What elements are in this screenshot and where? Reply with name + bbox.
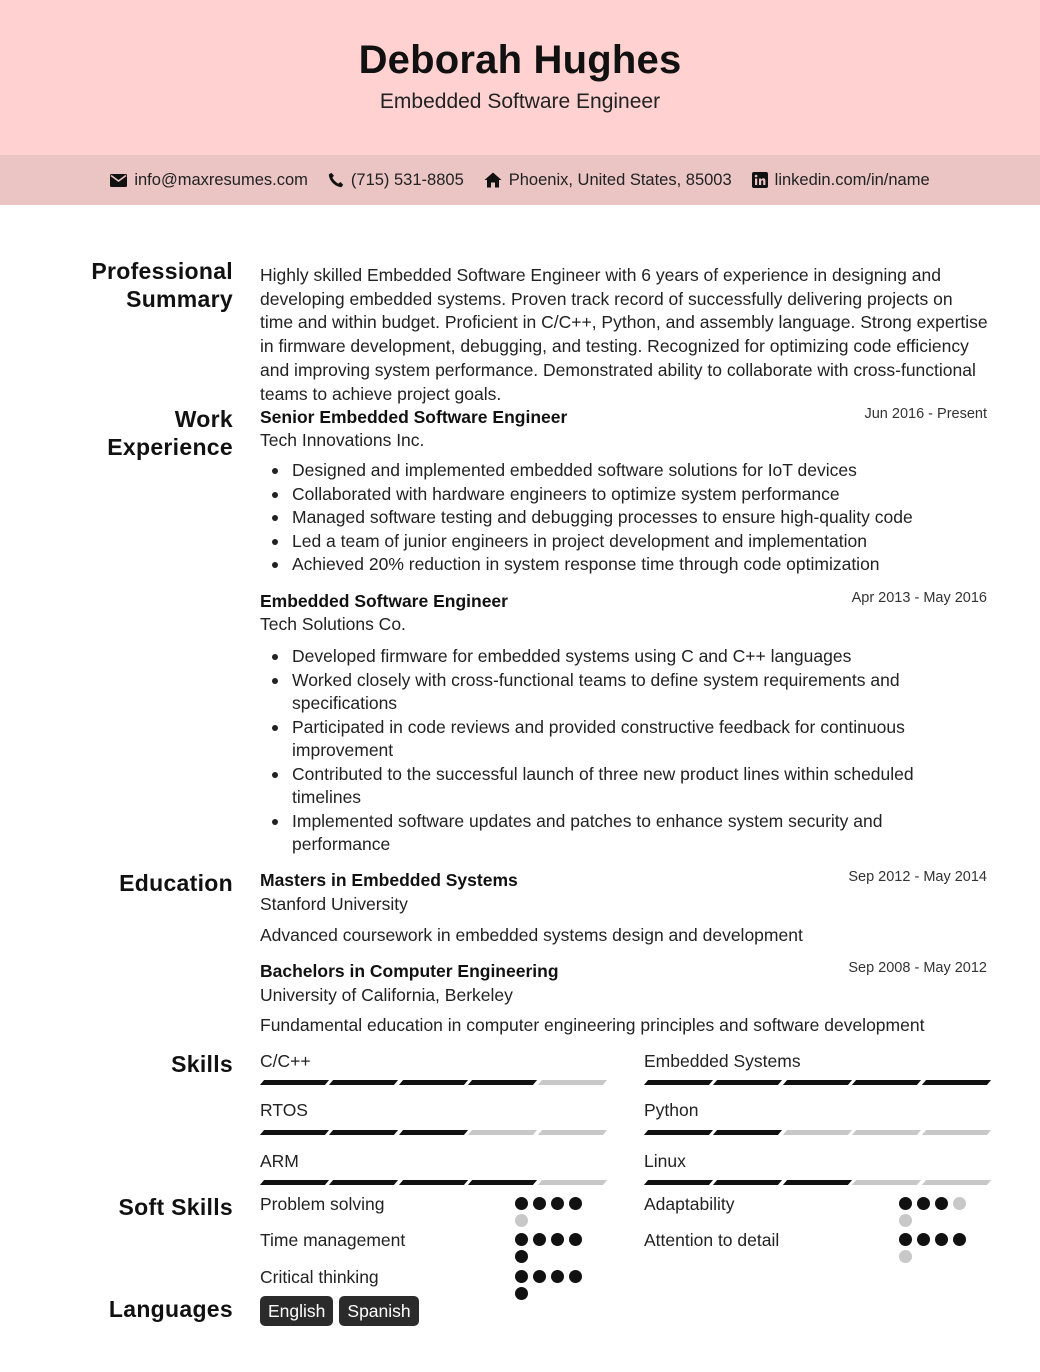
rating-dot: [569, 1270, 582, 1283]
rating-dot: [533, 1270, 546, 1283]
section-label-languages: [109, 1295, 233, 1323]
list-item: Designed and implemented embedded software solutions for IoT devices: [292, 459, 982, 483]
skill-bar-segment: [922, 1180, 992, 1185]
section-label-line: Skills: [171, 1051, 233, 1077]
skill-bar-segment: [713, 1080, 783, 1085]
list-item: Worked closely with cross-functional teams to define system requirements and specifications: [292, 669, 982, 716]
rating-dot: [533, 1197, 546, 1210]
soft-skill-rating: [899, 1233, 971, 1263]
rating-dot: [533, 1233, 546, 1246]
soft-skill-rating: [515, 1233, 587, 1263]
school-name: Stanford University: [260, 894, 408, 914]
language-badge: English: [260, 1296, 333, 1326]
skill-bar-segment: [852, 1180, 922, 1185]
rating-dot: [899, 1214, 912, 1227]
rating-dot: [935, 1233, 948, 1246]
skill-bar-segment: [538, 1080, 608, 1085]
list-item: Implemented software updates and patches to enhance system security and performance: [292, 810, 982, 857]
education-description: Advanced coursework in embedded systems design and development: [260, 925, 803, 945]
linkedin-icon: [752, 172, 768, 188]
list-item: Achieved 20% reduction in system response time through code optimization: [292, 553, 982, 577]
soft-skill-name: Critical thinking: [260, 1267, 379, 1287]
language-badge: Spanish: [339, 1296, 418, 1326]
skill-bar-segment: [260, 1130, 330, 1135]
skill-bar-segment: [852, 1130, 922, 1135]
list-item: Participated in code reviews and provided constructive feedback for continuous improvement: [292, 716, 982, 763]
rating-dot: [515, 1197, 528, 1210]
section-label-line: Education: [119, 870, 233, 896]
rating-dot: [515, 1270, 528, 1283]
list-item: Managed software testing and debugging processes to ensure high-quality code: [292, 506, 982, 530]
linkedin-text: linkedin.com/in/name: [774, 170, 930, 189]
list-item: Led a team of junior engineers in project development and implementation: [292, 530, 982, 554]
skill-bar-segment: [644, 1180, 714, 1185]
contact-phone[interactable]: [328, 171, 464, 190]
rating-dot: [899, 1197, 912, 1210]
skill-bar: [646, 1130, 989, 1135]
soft-skill-name: Adaptability: [644, 1194, 735, 1214]
home-icon: [484, 172, 502, 188]
skill-name: Linux: [644, 1151, 686, 1171]
job-bullets: [292, 459, 982, 577]
skill-bar: [262, 1080, 605, 1085]
soft-skill-name: Attention to detail: [644, 1230, 780, 1250]
skill-name: ARM: [260, 1151, 299, 1171]
rating-dot: [917, 1233, 930, 1246]
envelope-icon: [110, 174, 127, 187]
skill-bar: [646, 1080, 989, 1085]
rating-dot: [569, 1233, 582, 1246]
education-description: Fundamental education in computer engineering principles and software development: [260, 1015, 925, 1035]
education-dates: Sep 2012 - May 2014: [848, 869, 987, 885]
skill-bar-segment: [783, 1130, 853, 1135]
rating-dot: [551, 1233, 564, 1246]
contact-email[interactable]: [110, 171, 308, 190]
rating-dot: [515, 1214, 528, 1227]
candidate-name: Deborah Hughes: [358, 38, 682, 82]
job-title: Embedded Software Engineer: [260, 591, 508, 611]
skill-name: C/C++: [260, 1051, 311, 1071]
rating-dot: [899, 1250, 912, 1263]
skill-bar-segment: [922, 1130, 992, 1135]
section-label-education: [119, 869, 233, 897]
rating-dot: [515, 1250, 528, 1263]
contact-linkedin[interactable]: [752, 171, 930, 190]
skill-bar-segment: [329, 1130, 399, 1135]
summary-text: Highly skilled Embedded Software Engineer with 6 years of experience in designing and developing embedded systems. Proven track record of successfully delivering projects on time and within budget. Proficient in C/C++, Python, and assembly language. Strong expertise in firmware development, debugging, and testing. Recognized for optimizing code efficiency and improving system performance. Demonstrated ability to collaborate with cross-functional teams to achieve project goals.: [260, 265, 988, 404]
phone-text: (715) 531-8805: [350, 170, 464, 189]
section-label-experience: [107, 405, 233, 461]
school-name: University of California, Berkeley: [260, 985, 513, 1005]
contact-bar: [0, 155, 1040, 205]
degree-title: Bachelors in Computer Engineering: [260, 961, 559, 981]
skill-bar-segment: [399, 1180, 469, 1185]
email-text: info@maxresumes.com: [134, 170, 308, 189]
section-label-line: Soft Skills: [118, 1194, 233, 1220]
skill-bar-segment: [783, 1080, 853, 1085]
education-dates: Sep 2008 - May 2012: [848, 960, 987, 976]
rating-dot: [515, 1233, 528, 1246]
skill-bar-segment: [468, 1180, 538, 1185]
section-label-line: Professional: [91, 258, 233, 284]
candidate-title: Embedded Software Engineer: [379, 90, 661, 113]
skill-bar-segment: [399, 1130, 469, 1135]
job-company: Tech Innovations Inc.: [260, 430, 425, 450]
section-label-skills: [171, 1050, 233, 1078]
phone-icon: [328, 172, 344, 188]
soft-skill-rating: [515, 1270, 587, 1300]
rating-dot: [953, 1233, 966, 1246]
skill-bar-segment: [260, 1080, 330, 1085]
rating-dot: [569, 1197, 582, 1210]
rating-dot: [935, 1197, 948, 1210]
section-label-line: Work: [174, 406, 233, 432]
skill-bar-segment: [713, 1130, 783, 1135]
section-label-line: Languages: [108, 1296, 233, 1322]
list-item: Collaborated with hardware engineers to optimize system performance: [292, 483, 982, 507]
job-company: Tech Solutions Co.: [260, 614, 406, 634]
soft-skill-rating: [515, 1197, 587, 1227]
rating-dot: [899, 1233, 912, 1246]
rating-dot: [515, 1287, 528, 1300]
job-bullets: [292, 645, 982, 857]
skill-bar-segment: [852, 1080, 922, 1085]
skill-name: Embedded Systems: [644, 1051, 801, 1071]
rating-dot: [551, 1270, 564, 1283]
soft-skill-rating: [899, 1197, 971, 1227]
skill-bar: [646, 1180, 989, 1185]
skill-bar-segment: [644, 1130, 714, 1135]
degree-title: Masters in Embedded Systems: [260, 870, 518, 890]
contact-location: [484, 171, 732, 190]
section-label-line: Experience: [107, 434, 233, 460]
skill-name: RTOS: [260, 1100, 308, 1120]
skill-bar-segment: [538, 1130, 608, 1135]
language-badges: [260, 1296, 419, 1326]
skill-bar-segment: [922, 1080, 992, 1085]
rating-dot: [917, 1197, 930, 1210]
section-label-line: Summary: [126, 286, 233, 312]
soft-skill-name: Time management: [260, 1230, 406, 1250]
job-dates: Jun 2016 - Present: [864, 406, 987, 422]
skill-bar-segment: [713, 1180, 783, 1185]
skill-bar-segment: [329, 1180, 399, 1185]
skill-bar-segment: [329, 1080, 399, 1085]
list-item: Contributed to the successful launch of three new product lines within scheduled timelines: [292, 763, 982, 810]
skill-bar-segment: [644, 1080, 714, 1085]
skill-bar-segment: [538, 1180, 608, 1185]
skill-bar-segment: [783, 1180, 853, 1185]
list-item: Developed firmware for embedded systems using C and C++ languages: [292, 645, 982, 669]
soft-skill-name: Problem solving: [260, 1194, 385, 1214]
skill-bar-segment: [468, 1080, 538, 1085]
skill-bar: [262, 1130, 605, 1135]
skill-bar-segment: [260, 1180, 330, 1185]
job-dates: Apr 2013 - May 2016: [851, 590, 987, 606]
section-label-summary: [91, 257, 233, 313]
skill-name: Python: [644, 1100, 699, 1120]
rating-dot: [551, 1197, 564, 1210]
skill-bar: [262, 1180, 605, 1185]
resume-header: [0, 0, 1040, 155]
section-label-soft-skills: [119, 1193, 234, 1221]
job-title: Senior Embedded Software Engineer: [260, 407, 568, 427]
skill-bar-segment: [468, 1130, 538, 1135]
location-text: Phoenix, United States, 85003: [508, 170, 732, 189]
skill-bar-segment: [399, 1080, 469, 1085]
rating-dot: [953, 1197, 966, 1210]
